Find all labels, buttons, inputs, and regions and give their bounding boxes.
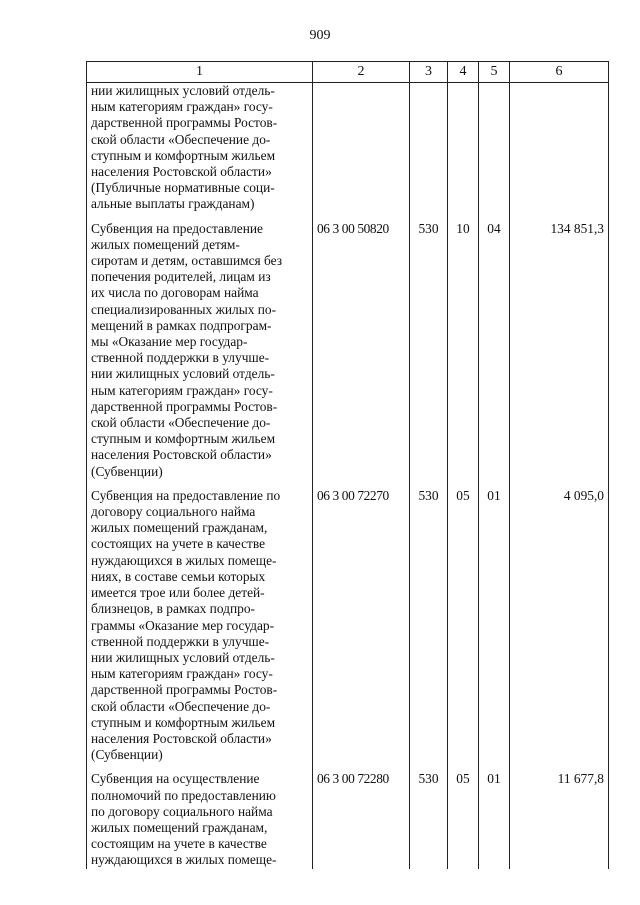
column-header-1: 1 (87, 62, 313, 83)
description-line: сиротам и детям, оставшимся без (91, 253, 283, 269)
description-line: ниях, в составе семьи которых (91, 568, 266, 584)
description-line: Субвенция на предоставление по (91, 487, 281, 503)
description-line: близнецов, в рамках подпро- (91, 601, 255, 617)
description-line: нии жилищных условий отдель- (91, 366, 275, 382)
description-line: населения Ростовской области» (91, 730, 272, 746)
target-code: 06 3 00 72280 (313, 763, 410, 868)
description-line: дарственной программы Ростов- (91, 682, 278, 698)
description-line: населения Ростовской области» (91, 164, 272, 180)
subsection-code: 04 (479, 213, 510, 480)
table-row (87, 763, 609, 868)
section-code: 10 (448, 213, 479, 480)
description-line: жилых помещений детям- (91, 236, 240, 252)
continuation-description (87, 83, 313, 213)
column-header-2: 2 (313, 62, 410, 83)
description-line: ступным и комфортным жильем (91, 431, 276, 447)
column-header-3: 3 (410, 62, 448, 83)
description-line: ской области «Обеспечение до- (91, 415, 271, 431)
description-line: специализированных жилых по- (91, 301, 277, 317)
description-line: мы «Оказание мер государ- (91, 334, 248, 350)
description-line: населения Ростовской области» (91, 447, 272, 463)
description-line: состоящим на учете в качестве (91, 836, 267, 852)
description-line: жилых помещений гражданам, (91, 520, 268, 536)
description-line: дарственной программы Ростов- (91, 398, 278, 414)
target-code: 06 3 00 50820 (313, 213, 410, 480)
section-code: 05 (448, 763, 479, 868)
description-line: ступным и комфортным жильем (91, 147, 276, 163)
section-code: 05 (448, 480, 479, 763)
description-line: жилых помещений гражданам, (91, 819, 268, 835)
description-line: Субвенция на осуществление (91, 771, 260, 787)
description-line: нуждающихся в жилых помеще- (91, 852, 277, 868)
description-line: нуждающихся в жилых помеще- (91, 552, 277, 568)
description-line: полномочий по предоставлению (91, 787, 276, 803)
description-line: (Публичные нормативные соци- (91, 180, 275, 196)
description-line: имеется трое или более детей- (91, 585, 265, 601)
row-description (87, 480, 313, 763)
description-line: нии жилищных условий отдель- (91, 649, 275, 665)
row-description (87, 213, 313, 480)
amount: 134 851,3 (510, 213, 609, 480)
amount: 4 095,0 (510, 480, 609, 763)
description-line: альные выплаты гражданам) (91, 196, 255, 212)
description-line: договору социального найма (91, 504, 256, 520)
description-line: ступным и комфортным жильем (91, 714, 276, 730)
description-line: ственной поддержки в улучше- (91, 350, 270, 366)
description-line: (Субвенции) (91, 747, 163, 763)
column-header-5: 5 (479, 62, 510, 83)
description-line: по договору социального найма (91, 803, 273, 819)
description-line: ным категориям граждан» госу- (91, 382, 273, 398)
description-line: мещений в рамках подпрограм- (91, 317, 272, 333)
table-row (87, 480, 609, 763)
description-line: (Субвенции) (91, 463, 163, 479)
target-code: 06 3 00 72270 (313, 480, 410, 763)
description-line: их числа по договорам найма (91, 285, 259, 301)
subsection-code: 01 (479, 763, 510, 868)
description-line: ской области «Обеспечение до- (91, 131, 271, 147)
column-header-4: 4 (448, 62, 479, 83)
amount: 11 677,8 (510, 763, 609, 868)
description-line: нии жилищных условий отдель- (91, 83, 275, 98)
column-header-6: 6 (510, 62, 609, 83)
description-line: Субвенция на предоставление (91, 220, 263, 236)
table-header-row (87, 62, 609, 83)
description-line: состоящих на учете в качестве (91, 536, 266, 552)
row-description (87, 763, 313, 868)
description-line: граммы «Оказание мер государ- (91, 617, 275, 633)
table-row-continuation (87, 83, 609, 213)
description-line: дарственной программы Ростов- (91, 115, 278, 131)
table-row (87, 213, 609, 480)
description-line: ской области «Обеспечение до- (91, 698, 271, 714)
page-number: 909 (309, 28, 331, 43)
description-line: ственной поддержки в улучше- (91, 633, 270, 649)
description-line: попечения родителей, лицам из (91, 269, 271, 285)
description-line: ным категориям граждан» госу- (91, 99, 273, 115)
expense-type: 530 (410, 480, 448, 763)
expense-type: 530 (410, 763, 448, 868)
expense-type: 530 (410, 213, 448, 480)
description-line: ным категориям граждан» госу- (91, 666, 273, 682)
subsection-code: 01 (479, 480, 510, 763)
budget-table (86, 61, 609, 869)
